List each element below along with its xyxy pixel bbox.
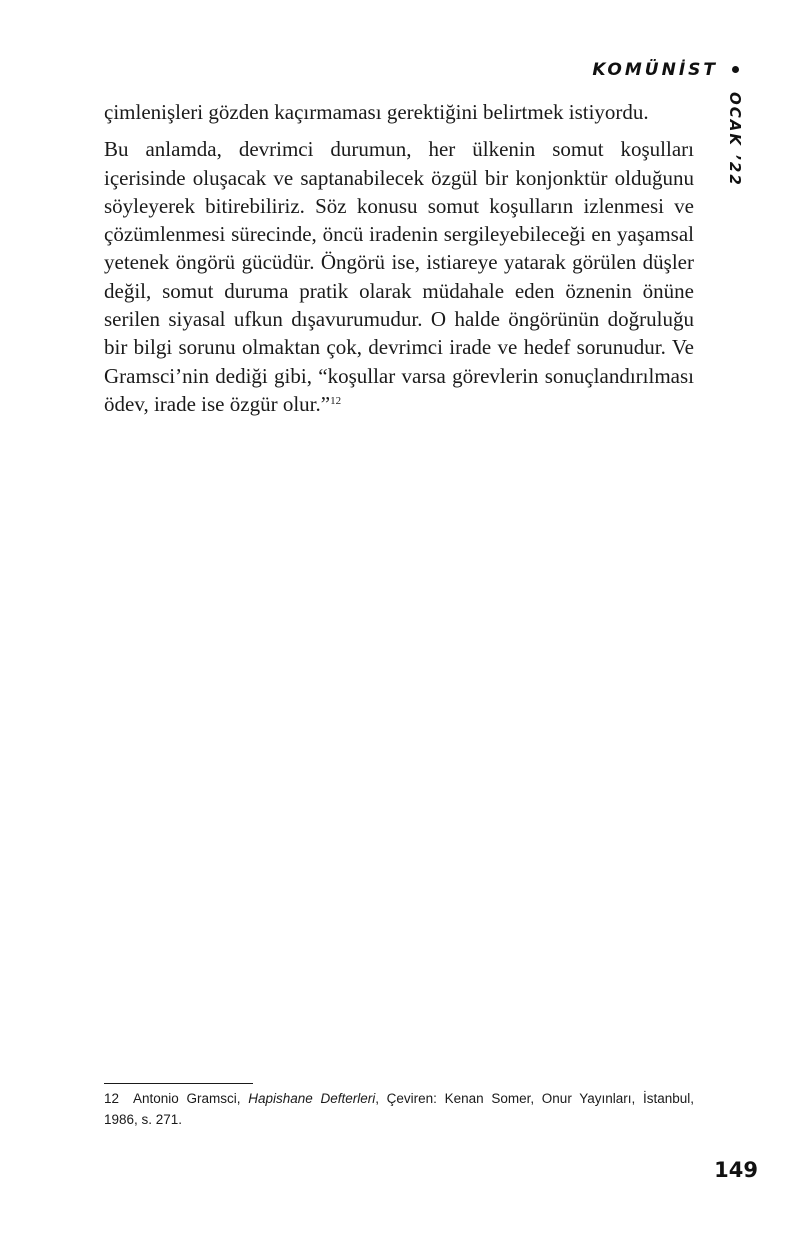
footnote-number: 12 (104, 1091, 120, 1106)
paragraph-2-text: Bu anlamda, devrimci durumun, her ülkenin somut koşulları içerisinde oluşacak ve saptanabilecek özgül bir konjonktür olduğunu söyleyerek bitirebiliriz. Söz konusu somut koşulların izlenmesi ve çözümlenmesi sürecinde, öncü iradenin sergileyebileceği en yaşamsal yetenek öngörü gücüdür. Öngörü ise, istiareye yatarak görülen düşler değil, somut duruma pratik olarak müdahale eden öznenin önüne serilen siyasal ufkun dışavurumudur. O halde öngörünün doğruluğu bir bilgi sorunu olmaktan çok, devrimci irade ve hedef sorunudur. Ve Gramsci’nin dediği gibi, “koşullar varsa görevlerin sonuçlandırılması ödev, irade ise özgür olur.” (104, 137, 694, 416)
paragraph-2 (104, 135, 694, 418)
footnote-divider (104, 1083, 253, 1084)
issue-label: OCAK ’22 (726, 92, 744, 187)
body-text (104, 98, 694, 418)
footnote (104, 1088, 694, 1130)
footnote-details: , Çeviren: Kenan Somer, Onur Yayınları, İstanbul, 1986, s. 271. (104, 1091, 695, 1127)
page-number: 149 (714, 1158, 758, 1182)
footnote-reference[interactable]: 12 (330, 394, 342, 407)
paragraph-1: çimlenişleri gözden kaçırmaması gerektiğini belirtmek istiyordu. (104, 100, 649, 124)
running-header-title: KOMÜNİST (592, 60, 718, 80)
header-bullet-icon (732, 66, 739, 73)
footnote-author: Antonio Gramsci, (133, 1091, 249, 1106)
footnote-book-title: Hapishane Defterleri (248, 1091, 376, 1106)
